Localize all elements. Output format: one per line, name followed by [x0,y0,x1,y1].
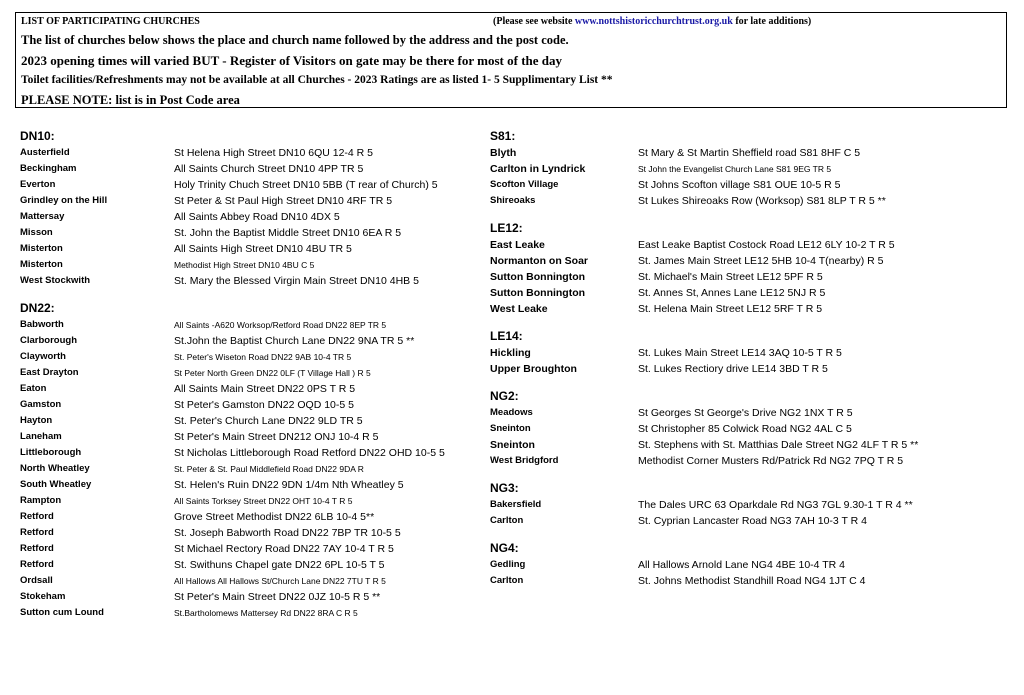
place-name: Laneham [20,431,62,442]
left-column [20,128,480,621]
church-row [490,301,1010,317]
section-gap [490,529,1010,540]
church-row [490,453,1010,469]
place-name: North Wheatley [20,463,90,474]
church-row [490,573,1010,589]
place-name: Ordsall [20,575,53,586]
place-name: Mattersay [20,211,65,222]
postcode-section [490,540,1010,589]
church-details: St. Stephens with St. Matthias Dale Street NG2 4LF T R 5 ** [638,439,919,451]
postcode-section [490,220,1010,317]
section-gap [490,209,1010,220]
postcode-section [20,128,480,289]
church-row [490,145,1010,161]
church-details: All Hallows All Hallows St/Church Lane DN22 7TU T R 5 [174,576,386,586]
church-row [20,177,480,193]
place-name: Misterton [20,243,63,254]
place-name: Sutton cum Lound [20,607,104,618]
place-name: Sutton Bonnington [490,271,586,283]
church-details: St Johns Scofton village S81 OUE 10-5 R 5 [638,179,841,191]
postcode-section [490,388,1010,469]
church-row [20,589,480,605]
church-row [490,237,1010,253]
place-name: Scofton Village [490,179,559,190]
church-row [20,333,480,349]
place-name: Retford [20,543,54,554]
place-name: Sneinton [490,423,531,434]
church-details: Holy Trinity Chuch Street DN10 5BB (T rear of Church) 5 [174,179,438,191]
place-name: West Bridgford [490,455,559,466]
church-details: St Lukes Shireoaks Row (Worksop) S81 8LP T R 5 ** [638,195,886,207]
church-row [20,257,480,273]
church-details: St. Johns Methodist Standhill Road NG4 1JT C 4 [638,575,866,587]
church-row [20,557,480,573]
church-row [20,445,480,461]
place-name: Everton [20,179,56,190]
church-details: St Helena High Street DN10 6QU 12-4 R 5 [174,147,374,159]
place-name: Meadows [490,407,533,418]
section-gap [20,289,480,300]
place-name: Stokeham [20,591,66,602]
place-name: West Stockwith [20,275,91,286]
church-row [490,269,1010,285]
place-name: Blyth [490,147,517,159]
place-name: East Drayton [20,367,79,378]
place-name: Littleborough [20,447,82,458]
church-details: St Mary & St Martin Sheffield road S81 8HF C 5 [638,147,861,159]
church-row [20,461,480,477]
church-details: St. Helen's Ruin DN22 9DN 1/4m Nth Wheatley 5 [174,479,404,491]
church-details: St. Peter's Wiseton Road DN22 9AB 10-4 TR 5 [174,352,352,362]
church-row [20,209,480,225]
church-details: Methodist Corner Musters Rd/Patrick Rd NG2 7PQ T R 5 [638,455,904,467]
church-details: St. Swithuns Chapel gate DN22 6PL 10-5 T 5 [174,559,385,571]
place-name: Gedling [490,559,526,570]
church-details: St. James Main Street LE12 5HB 10-4 T(nearby) R 5 [638,255,884,267]
church-details: St.Bartholomews Mattersey Rd DN22 8RA C R 5 [174,608,358,618]
church-details: Grove Street Methodist DN22 6LB 10-4 5** [174,511,375,523]
church-row [20,605,480,621]
place-name: Normanton on Soar [490,255,589,267]
church-details: All Saints High Street DN10 4BU TR 5 [174,243,352,255]
church-row [490,253,1010,269]
church-details: St. Cyprian Lancaster Road NG3 7AH 10-3 T R 4 [638,515,867,527]
church-details: St. Mary the Blessed Virgin Main Street DN10 4HB 5 [174,275,419,287]
church-row [20,397,480,413]
church-row [20,365,480,381]
church-details: All Saints Main Street DN22 0PS T R 5 [174,383,356,395]
place-name: Carlton [490,515,524,526]
place-name: Carlton [490,575,524,586]
church-details: All Hallows Arnold Lane NG4 4BE 10-4 TR 4 [638,559,845,571]
postcode-heading: LE14: [490,329,523,343]
church-details: St Michael Rectory Road DN22 7AY 10-4 T R 5 [174,543,394,555]
church-row [20,429,480,445]
church-row [490,161,1010,177]
church-row [20,477,480,493]
church-details: All Saints Torksey Street DN22 OHT 10-4 T R 5 [174,496,353,506]
church-details: St. Peter & St. Paul Middlefield Road DN22 9DA R [174,464,364,474]
church-row [490,345,1010,361]
church-details: All Saints Abbey Road DN10 4DX 5 [174,211,340,223]
church-row [490,177,1010,193]
place-name: Grindley on the Hill [20,195,108,206]
church-row [20,525,480,541]
postcode-section [490,480,1010,529]
postcode-heading: LE12: [490,221,523,235]
place-name: Misterton [20,259,63,270]
church-details: St. Helena Main Street LE12 5RF T R 5 [638,303,823,315]
postcode-heading: S81: [490,129,516,143]
postcode-section [20,300,480,621]
place-name: Retford [20,559,54,570]
church-row [20,193,480,209]
church-row [20,145,480,161]
church-details: All Saints Church Street DN10 4PP TR 5 [174,163,364,175]
church-row [490,437,1010,453]
section-gap [490,317,1010,328]
place-name: Clarborough [20,335,77,346]
place-name: Beckingham [20,163,77,174]
church-row [490,405,1010,421]
place-name: Upper Broughton [490,363,577,375]
place-name: Retford [20,511,54,522]
church-details: St. Lukes Rectiory drive LE14 3BD T R 5 [638,363,828,375]
church-details: St Georges St George's Drive NG2 1NX T R 5 [638,407,853,419]
header-line-2: The list of churches below shows the place and church name followed by the address and the post code. [21,33,569,47]
postcode-heading: NG3: [490,481,519,495]
place-name: Shireoaks [490,195,536,206]
place-name: Carlton in Lyndrick [490,163,586,175]
church-row [20,225,480,241]
church-row [20,161,480,177]
church-row [20,509,480,525]
place-name: West Leake [490,303,548,315]
church-row [490,497,1010,513]
place-name: Hickling [490,347,531,359]
header-line-1 [21,16,1001,27]
church-details: St.John the Baptist Church Lane DN22 9NA TR 5 ** [174,335,415,347]
church-details: St Peter North Green DN22 0LF (T Village Hall ) R 5 [174,368,371,378]
place-name: Gamston [20,399,62,410]
church-details: St. Joseph Babworth Road DN22 7BP TR 10-5 5 [174,527,401,539]
section-gap [490,377,1010,388]
church-details: Methodist High Street DN10 4BU C 5 [174,260,315,270]
place-name: Rampton [20,495,62,506]
church-row [490,361,1010,377]
church-row [490,421,1010,437]
header-line-5: PLEASE NOTE: list is in Post Code area [21,93,240,107]
church-details: St. John the Baptist Middle Street DN10 6EA R 5 [174,227,402,239]
postcode-section [490,128,1010,209]
church-details: St Christopher 85 Colwick Road NG2 4AL C 5 [638,423,852,435]
place-name: Clayworth [20,351,66,362]
church-details: St. Peter's Church Lane DN22 9LD TR 5 [174,415,363,427]
place-name: Hayton [20,415,53,426]
church-details: St. Michael's Main Street LE12 5PF R 5 [638,271,823,283]
church-row [20,273,480,289]
church-row [20,381,480,397]
church-row [20,241,480,257]
right-column [490,128,1010,589]
website-link[interactable]: www.nottshistoricchurchtrust.org.uk [574,16,733,27]
header-box [15,12,1007,108]
church-row [20,573,480,589]
church-row [20,349,480,365]
church-details: St Peter & St Paul High Street DN10 4RF TR 5 [174,195,393,207]
church-row [20,413,480,429]
place-name: Sutton Bonnington [490,287,586,299]
postcode-section [490,328,1010,377]
church-details: All Saints -A620 Worksop/Retford Road DN22 8EP TR 5 [174,320,387,330]
place-name: East Leake [490,239,545,251]
church-details: St Peter's Gamston DN22 OQD 10-5 5 [174,399,354,411]
section-gap [490,469,1010,480]
place-name: Eaton [20,383,47,394]
place-name: Misson [20,227,53,238]
header-line-3: 2023 opening times will varied BUT - Register of Visitors on gate may be there for most of the day [21,53,563,68]
church-details: St. Annes St, Annes Lane LE12 5NJ R 5 [638,287,826,299]
church-row [490,193,1010,209]
church-details: St Nicholas Littleborough Road Retford DN22 OHD 10-5 5 [174,447,445,459]
place-name: Sneinton [490,439,535,451]
church-row [490,285,1010,301]
church-row [20,317,480,333]
church-details: St John the Evangelist Church Lane S81 9EG TR 5 [638,164,832,174]
church-row [20,493,480,509]
church-row [490,557,1010,573]
place-name: Retford [20,527,54,538]
place-name: Bakersfield [490,499,542,510]
church-details: St Peter's Main Street DN22 0JZ 10-5 R 5 ** [174,591,381,603]
postcode-heading: DN10: [20,129,55,143]
church-details: The Dales URC 63 Oparkdale Rd NG3 7GL 9.30-1 T R 4 ** [638,499,913,511]
church-details: St. Lukes Main Street LE14 3AQ 10-5 T R 5 [638,347,842,359]
list-title: LIST OF PARTICIPATING CHURCHES [21,16,200,27]
church-row [20,541,480,557]
website-note: (Please see website www.nottshistoricchurchtrust.org.uk for late additions) [493,16,812,27]
church-details: St Peter's Main Street DN212 ONJ 10-4 R 5 [174,431,379,443]
place-name: Austerfield [20,147,70,158]
postcode-heading: NG4: [490,541,519,555]
header-line-4: Toilet facilities/Refreshments may not be available at all Churches - 2023 Ratings are as listed 1- 5 Supplimentary List ** [21,74,613,86]
postcode-heading: DN22: [20,301,55,315]
place-name: South Wheatley [20,479,92,490]
church-details: East Leake Baptist Costock Road LE12 6LY 10-2 T R 5 [638,239,895,251]
church-row [490,513,1010,529]
postcode-heading: NG2: [490,389,519,403]
place-name: Babworth [20,319,64,330]
